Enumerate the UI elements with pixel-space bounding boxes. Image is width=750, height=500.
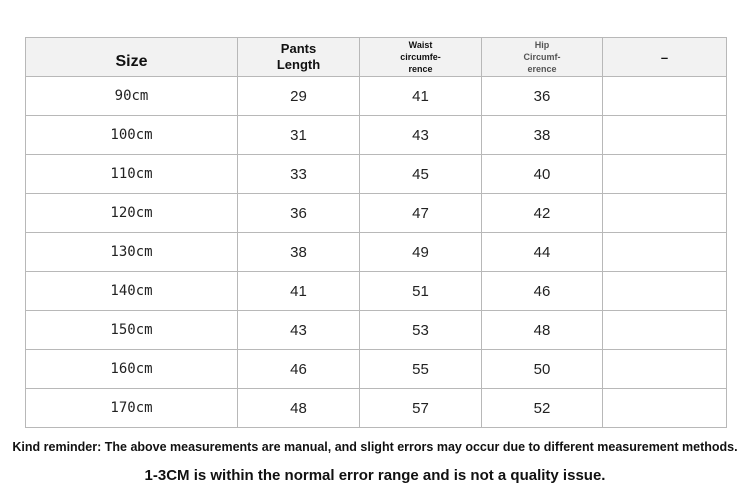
cell-waist: 43 [360, 116, 482, 155]
cell-extra [603, 194, 727, 233]
header-hip-line1: Hip [534, 40, 550, 50]
table-row [26, 77, 727, 116]
table-header-row [26, 38, 727, 77]
table-row [26, 272, 727, 311]
header-waist-line2: circumfe- [400, 52, 441, 62]
cell-waist: 57 [360, 389, 482, 428]
cell-size: 150cm [26, 311, 238, 350]
cell-waist: 41 [360, 77, 482, 116]
cell-waist: 49 [360, 233, 482, 272]
header-waist [360, 38, 482, 77]
header-hip-line2: Circumf- [523, 52, 561, 62]
header-hip [482, 38, 603, 77]
cell-size: 130cm [26, 233, 238, 272]
cell-hip: 38 [482, 116, 603, 155]
cell-hip: 48 [482, 311, 603, 350]
cell-waist: 45 [360, 155, 482, 194]
header-pants-line1: Pants [280, 41, 317, 56]
cell-size: 110cm [26, 155, 238, 194]
cell-size: 120cm [26, 194, 238, 233]
table-row [26, 389, 727, 428]
header-hip-line3: erence [527, 64, 557, 74]
cell-waist: 55 [360, 350, 482, 389]
cell-extra [603, 77, 727, 116]
cell-extra [603, 350, 727, 389]
cell-size: 140cm [26, 272, 238, 311]
cell-pants: 33 [238, 155, 360, 194]
table-row [26, 233, 727, 272]
cell-size: 160cm [26, 350, 238, 389]
error-range-note: 1-3CM is within the normal error range and is not a quality issue. [144, 467, 606, 484]
header-waist-line3: rence [408, 64, 433, 74]
table-row [26, 194, 727, 233]
table-row [26, 116, 727, 155]
cell-hip: 52 [482, 389, 603, 428]
header-waist-line1: Waist [408, 40, 433, 50]
cell-hip: 40 [482, 155, 603, 194]
table-row [26, 350, 727, 389]
header-size: Size [26, 38, 238, 77]
header-pants-line2: Length [276, 57, 321, 72]
cell-waist: 53 [360, 311, 482, 350]
cell-waist: 51 [360, 272, 482, 311]
cell-hip: 36 [482, 77, 603, 116]
kind-reminder-note: Kind reminder: The above measurements are manual, and slight errors may occur due to different measurement methods. [12, 440, 738, 454]
cell-extra [603, 311, 727, 350]
cell-pants: 38 [238, 233, 360, 272]
cell-hip: 42 [482, 194, 603, 233]
header-extra: – [603, 38, 727, 77]
header-pants-length [238, 38, 360, 77]
cell-extra [603, 116, 727, 155]
cell-hip: 50 [482, 350, 603, 389]
cell-extra [603, 155, 727, 194]
cell-size: 100cm [26, 116, 238, 155]
size-chart-table [25, 37, 727, 428]
cell-pants: 41 [238, 272, 360, 311]
cell-pants: 46 [238, 350, 360, 389]
cell-extra [603, 233, 727, 272]
cell-hip: 46 [482, 272, 603, 311]
cell-waist: 47 [360, 194, 482, 233]
cell-size: 90cm [26, 77, 238, 116]
cell-pants: 29 [238, 77, 360, 116]
table-row [26, 311, 727, 350]
cell-pants: 48 [238, 389, 360, 428]
table-row [26, 155, 727, 194]
cell-pants: 43 [238, 311, 360, 350]
cell-pants: 31 [238, 116, 360, 155]
cell-pants: 36 [238, 194, 360, 233]
cell-hip: 44 [482, 233, 603, 272]
cell-extra [603, 272, 727, 311]
cell-size: 170cm [26, 389, 238, 428]
cell-extra [603, 389, 727, 428]
